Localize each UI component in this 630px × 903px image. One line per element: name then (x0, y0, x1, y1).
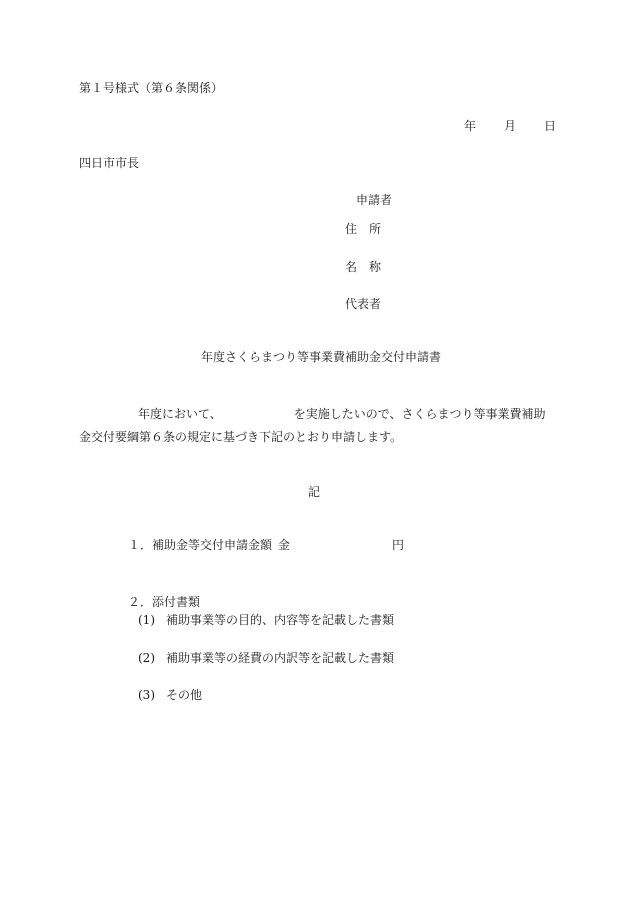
body-line-1-part-2: を実施したいので、さくらまつり等事業費補助 (293, 407, 546, 421)
item-1-en: 円 (392, 538, 405, 552)
body-line-2: 金交付要綱第６条の規定に基づき下記のとおり申請します。 (79, 430, 403, 444)
address-label: 住 所 (345, 222, 382, 236)
date-year: 年 (464, 119, 477, 133)
attachment-item (138, 614, 394, 626)
item-1-label: １．補助金等交付申請金額 (128, 538, 273, 552)
date-line (464, 120, 556, 132)
form-number: 第１号様式（第６条関係） (79, 81, 224, 95)
attachment-item (138, 652, 394, 664)
attachment-number: (2) (138, 651, 155, 665)
attachment-item (138, 689, 202, 701)
addressee: 四日市市長 (79, 156, 140, 170)
representative-label: 代表者 (345, 297, 382, 311)
attachment-text: その他 (166, 688, 203, 702)
date-day: 日 (544, 119, 557, 133)
item-1-kin: 金 (278, 538, 291, 552)
body-line-1-part-1: 年度において、 (138, 407, 222, 421)
item-1-amount (128, 539, 404, 551)
applicant-heading: 申請者 (356, 193, 393, 207)
body-line-1 (138, 408, 546, 420)
date-month: 月 (504, 119, 517, 133)
ki-marker: 記 (308, 485, 321, 499)
attachment-number: (3) (138, 688, 155, 702)
name-label: 名 称 (345, 260, 382, 274)
document-title: 年度さくらまつり等事業費補助金交付申請書 (200, 350, 441, 364)
attachment-number: (1) (138, 613, 155, 627)
item-2-attachments: ２．添付書類 (128, 595, 201, 609)
attachment-text: 補助事業等の目的、内容等を記載した書類 (166, 613, 395, 627)
attachment-text: 補助事業等の経費の内訳等を記載した書類 (166, 651, 395, 665)
